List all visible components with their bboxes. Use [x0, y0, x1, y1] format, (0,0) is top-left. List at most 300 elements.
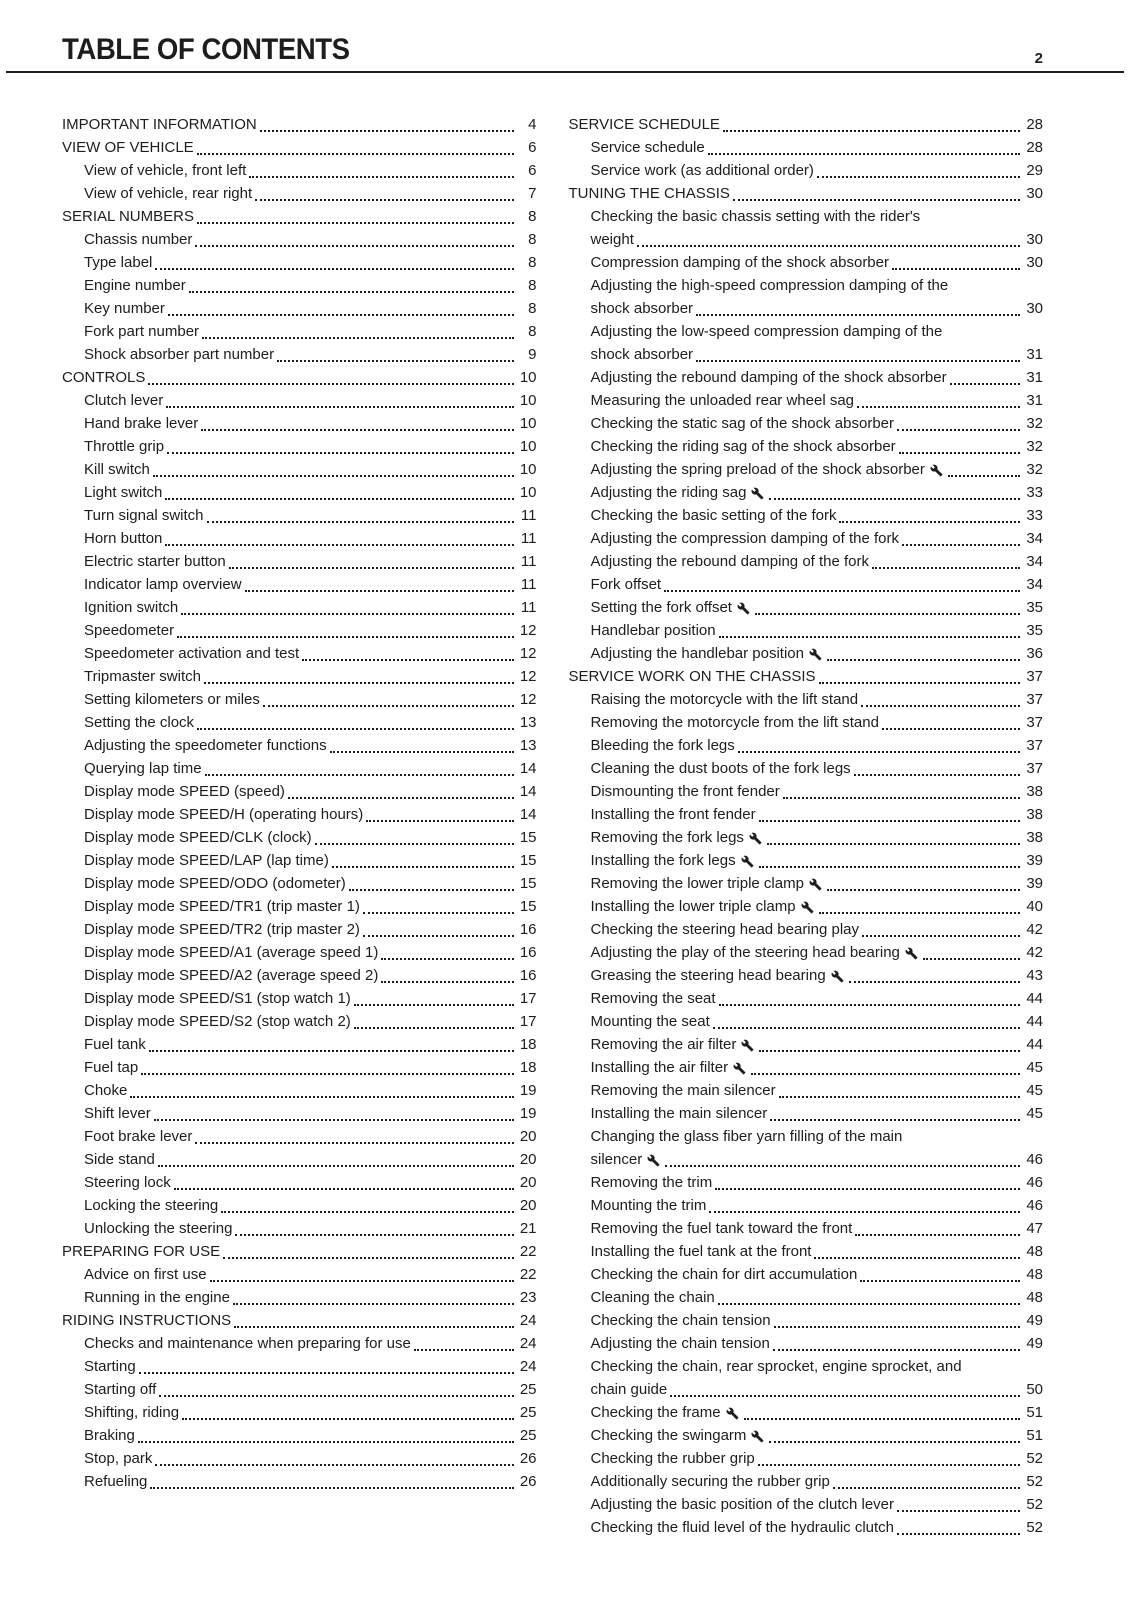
dotted-leader [141, 1073, 513, 1075]
toc-entry [62, 389, 537, 412]
dotted-leader [767, 843, 1020, 845]
toc-entry-page: 16 [519, 944, 537, 961]
toc-entry [62, 1194, 537, 1217]
toc-entry-label: Checking the steering head bearing play [590, 921, 860, 938]
dotted-leader [733, 199, 1020, 201]
toc-entry-page: 13 [519, 737, 537, 754]
toc-entry [569, 757, 1044, 780]
dotted-leader [155, 1464, 513, 1466]
toc-entry-page: 8 [528, 231, 537, 248]
toc-entry-page: 24 [519, 1358, 537, 1375]
toc-entry-page: 9 [528, 346, 537, 363]
toc-entry-row [591, 734, 1044, 757]
toc-entry-row [591, 1424, 1044, 1447]
toc-entry [62, 895, 537, 918]
dotted-leader [715, 1188, 1020, 1190]
toc-entry [62, 320, 537, 343]
dotted-leader [719, 636, 1020, 638]
toc-entry-label: Removing the motorcycle from the lift stand [590, 714, 879, 731]
toc-entry-label: VIEW OF VEHICLE [62, 139, 194, 156]
toc-entry [569, 826, 1044, 849]
dotted-leader [155, 268, 513, 270]
toc-entry-label: Unlocking the steering [84, 1220, 233, 1237]
dotted-leader [718, 1303, 1020, 1305]
toc-entry-page: 32 [1026, 461, 1043, 478]
toc-entry [62, 1378, 537, 1401]
toc-entry [62, 642, 537, 665]
toc-entry-row [591, 1056, 1044, 1079]
toc-entry [569, 1493, 1044, 1516]
toc-entry-label: Setting kilometers or miles [84, 691, 260, 708]
toc-entry-label: Light switch [84, 484, 163, 501]
toc-entry-page: 45 [1026, 1082, 1043, 1099]
toc-entry-row [84, 251, 537, 274]
toc-entry-page: 10 [519, 369, 537, 386]
dotted-leader [779, 1096, 1020, 1098]
toc-entry [569, 688, 1044, 711]
toc-entry-page: 24 [519, 1335, 537, 1352]
toc-entry-row [84, 504, 537, 527]
toc-entry-page: 11 [520, 553, 537, 570]
toc-entry-label: Fuel tank [84, 1036, 146, 1053]
dotted-leader [202, 337, 513, 339]
toc-entry-page: 14 [519, 783, 537, 800]
toc-entry-page: 33 [1026, 484, 1043, 501]
dotted-leader [817, 176, 1020, 178]
toc-entry-label: Adjusting the play of the steering head bearing [590, 944, 900, 961]
dotted-leader [249, 176, 513, 178]
toc-entry-page: 20 [519, 1128, 537, 1145]
toc-entry [62, 964, 537, 987]
dotted-leader [182, 1418, 513, 1420]
toc-entry-row [84, 711, 537, 734]
toc-entry-page: 48 [1026, 1243, 1043, 1260]
toc-entry-page: 33 [1026, 507, 1043, 524]
toc-entry [62, 1102, 537, 1125]
toc-entry-page: 17 [519, 1013, 537, 1030]
toc-entry-row [84, 1355, 537, 1378]
wrench-icon [751, 1430, 764, 1443]
toc-entry-label: Display mode SPEED (speed) [84, 783, 285, 800]
toc-entry-label: Display mode SPEED/A2 (average speed 2) [84, 967, 379, 984]
dotted-leader [738, 751, 1020, 753]
wrench-icon [809, 648, 822, 661]
dotted-leader [899, 452, 1020, 454]
toc-entry [62, 665, 537, 688]
toc-entry-page: 24 [519, 1312, 537, 1329]
toc-entry-label: Type label [84, 254, 153, 271]
toc-entry-page: 18 [519, 1059, 537, 1076]
dotted-leader [833, 1487, 1020, 1489]
toc-entry-label: Removing the seat [590, 990, 716, 1007]
toc-entry-row [84, 389, 537, 412]
dotted-leader [819, 682, 1021, 684]
toc-entry [62, 205, 537, 228]
dotted-leader [158, 1165, 514, 1167]
dotted-leader [897, 1533, 1020, 1535]
toc-entry-page: 35 [1026, 599, 1043, 616]
toc-entry-label: Measuring the unloaded rear wheel sag [590, 392, 855, 409]
toc-entry-row [591, 987, 1044, 1010]
toc-entry-row [84, 1010, 537, 1033]
dotted-leader [366, 820, 513, 822]
dotted-leader [167, 452, 513, 454]
dotted-leader [751, 1073, 1020, 1075]
dotted-leader [773, 1349, 1020, 1351]
toc-entry [62, 573, 537, 596]
toc-entry [569, 665, 1044, 688]
toc-entry [62, 596, 537, 619]
toc-entry [62, 1033, 537, 1056]
toc-entry-page: 10 [519, 415, 537, 432]
toc-entry-page: 44 [1026, 1013, 1043, 1030]
toc-entry-row [84, 688, 537, 711]
toc-entry-page: 19 [519, 1082, 537, 1099]
toc-entry-row [62, 1240, 537, 1263]
toc-entry-label: TUNING THE CHASSIS [568, 185, 730, 202]
toc-entry [62, 1125, 537, 1148]
toc-entry-label: chain guide [590, 1381, 668, 1398]
toc-entry-label: Throttle grip [84, 438, 165, 455]
toc-entry [62, 1217, 537, 1240]
dotted-leader [229, 567, 514, 569]
toc-entry [62, 435, 537, 458]
wrench-icon [801, 901, 814, 914]
toc-entry-label: Removing the fork legs [590, 829, 744, 846]
toc-entry-row [591, 642, 1044, 665]
toc-entry-row [84, 228, 537, 251]
toc-entry [569, 159, 1044, 182]
dotted-leader [839, 521, 1020, 523]
dotted-leader [354, 1004, 514, 1006]
toc-entry-page: 8 [528, 254, 537, 271]
toc-entry-page: 30 [1026, 300, 1043, 317]
toc-entry-row [84, 481, 537, 504]
toc-entry [62, 619, 537, 642]
toc-entry [62, 1010, 537, 1033]
toc-entry [569, 1286, 1044, 1309]
toc-entry-label: Indicator lamp overview [84, 576, 242, 593]
toc-entry-label: Steering lock [84, 1174, 171, 1191]
toc-entry-page: 29 [1026, 162, 1043, 179]
toc-entry [62, 918, 537, 941]
toc-entry-label: Engine number [84, 277, 186, 294]
toc-entry-page: 38 [1026, 829, 1043, 846]
toc-entry [569, 734, 1044, 757]
dotted-leader [872, 567, 1020, 569]
dotted-leader [174, 1188, 514, 1190]
toc-entry [569, 113, 1044, 136]
toc-entry [569, 320, 1044, 366]
toc-entry-row [591, 1401, 1044, 1424]
toc-entry [569, 573, 1044, 596]
toc-entry-page: 8 [528, 323, 537, 340]
toc-entry-row [84, 757, 537, 780]
toc-entry [569, 1010, 1044, 1033]
header-rule [6, 71, 1124, 73]
toc-entry [62, 757, 537, 780]
dotted-leader [696, 360, 1020, 362]
toc-entry-row [591, 1217, 1044, 1240]
dotted-leader [235, 1234, 513, 1236]
toc-entry [569, 458, 1044, 481]
toc-entry-page: 46 [1026, 1151, 1043, 1168]
toc-entry-label: Display mode SPEED/S1 (stop watch 1) [84, 990, 351, 1007]
toc-entry-label-line1: Checking the basic chassis setting with the rider's [590, 208, 921, 225]
wrench-icon [726, 1407, 739, 1420]
toc-entry-page: 14 [519, 806, 537, 823]
dotted-leader [263, 705, 514, 707]
dotted-leader [197, 728, 513, 730]
toc-entry [569, 642, 1044, 665]
toc-entry [569, 1125, 1044, 1171]
toc-entry-row [84, 849, 537, 872]
toc-entry [62, 1171, 537, 1194]
dotted-leader [149, 1050, 514, 1052]
toc-entry-page: 12 [519, 645, 537, 662]
toc-entry-label: Checking the static sag of the shock absorber [590, 415, 895, 432]
toc-entry-page: 32 [1026, 438, 1043, 455]
toc-entry-label: Adjusting the riding sag [590, 484, 747, 501]
dotted-leader [664, 590, 1020, 592]
toc-entry-label: Checking the swingarm [590, 1427, 747, 1444]
toc-entry-page: 47 [1026, 1220, 1043, 1237]
toc-entry [62, 688, 537, 711]
wrench-icon [737, 602, 750, 615]
dotted-leader [861, 705, 1020, 707]
toc-entry [569, 389, 1044, 412]
toc-entry-row [591, 872, 1044, 895]
toc-entry-page: 40 [1026, 898, 1043, 915]
toc-entry-row [591, 159, 1044, 182]
dotted-leader [755, 613, 1020, 615]
toc-entry-row [84, 1447, 537, 1470]
dotted-leader [139, 1372, 514, 1374]
toc-entry-row [591, 918, 1044, 941]
toc-entry-label: Greasing the steering head bearing [590, 967, 826, 984]
toc-entry-label: Hand brake lever [84, 415, 199, 432]
dotted-leader [138, 1441, 514, 1443]
toc-entry [62, 734, 537, 757]
dotted-leader [197, 222, 514, 224]
page-number: 2 [1034, 50, 1043, 67]
toc-entry-page: 38 [1026, 806, 1043, 823]
wrench-icon [647, 1154, 660, 1167]
dotted-leader [332, 866, 514, 868]
toc-entry-page: 31 [1026, 392, 1043, 409]
toc-entry [62, 1240, 537, 1263]
toc-entry-page: 12 [519, 622, 537, 639]
toc-entry [62, 1263, 537, 1286]
wrench-icon [930, 464, 943, 477]
toc-entry-row [84, 1033, 537, 1056]
toc-entry-label: RIDING INSTRUCTIONS [62, 1312, 232, 1329]
toc-entry-row [591, 941, 1044, 964]
toc-entry [62, 182, 537, 205]
toc-entry-page: 36 [1026, 645, 1043, 662]
toc-entry-page: 8 [528, 300, 537, 317]
toc-entry-row [84, 1194, 537, 1217]
toc-entry-page: 31 [1026, 346, 1043, 363]
toc-entry-row [591, 481, 1044, 504]
toc-entry-row [569, 665, 1044, 688]
toc-column-right [569, 113, 1044, 1539]
toc-entry-row [591, 251, 1044, 274]
toc-entry-label: Setting the clock [84, 714, 195, 731]
dotted-leader [233, 1303, 514, 1305]
toc-entry-row [84, 1286, 537, 1309]
toc-entry [569, 1263, 1044, 1286]
dotted-leader [769, 1441, 1020, 1443]
toc-entry-label: Display mode SPEED/TR2 (trip master 2) [84, 921, 360, 938]
toc-entry [62, 366, 537, 389]
toc-entry-row [84, 918, 537, 941]
toc-entry-label: PREPARING FOR USE [62, 1243, 221, 1260]
dotted-leader [897, 1510, 1020, 1512]
toc-entry-page: 48 [1026, 1266, 1043, 1283]
toc-entry [62, 113, 537, 136]
toc-entry [569, 1056, 1044, 1079]
toc-entry-label: Choke [84, 1082, 128, 1099]
toc-entry-row [591, 849, 1044, 872]
dotted-leader [709, 1211, 1020, 1213]
toc-entry [62, 1355, 537, 1378]
toc-entry-page: 51 [1026, 1404, 1043, 1421]
toc-entry-page: 38 [1026, 783, 1043, 800]
toc-entry-label: Locking the steering [84, 1197, 219, 1214]
toc-entry-row [591, 458, 1044, 481]
toc-entry-label: Turn signal switch [84, 507, 204, 524]
toc-entry-row [591, 1447, 1044, 1470]
dotted-leader [882, 728, 1020, 730]
toc-entry-row [591, 1033, 1044, 1056]
toc-entry [62, 1079, 537, 1102]
toc-entry [569, 481, 1044, 504]
toc-entry-row [591, 1378, 1044, 1401]
toc-entry [569, 527, 1044, 550]
wrench-icon [733, 1062, 746, 1075]
toc-entry-label: Installing the main silencer [590, 1105, 768, 1122]
dotted-leader [696, 314, 1020, 316]
toc-entry [569, 918, 1044, 941]
toc-entry-page: 26 [519, 1450, 537, 1467]
toc-entry [569, 182, 1044, 205]
toc-entry-row [591, 1493, 1044, 1516]
toc-entry [62, 527, 537, 550]
toc-entry [62, 159, 537, 182]
toc-entry-page: 15 [519, 875, 537, 892]
toc-entry-row [591, 895, 1044, 918]
toc-entry [62, 1401, 537, 1424]
toc-entry-page: 15 [519, 829, 537, 846]
toc-entry [62, 481, 537, 504]
toc-entry-page: 23 [519, 1289, 537, 1306]
toc-entry [569, 1217, 1044, 1240]
toc-entry [62, 780, 537, 803]
toc-entry-label: Shock absorber part number [84, 346, 275, 363]
toc-entry-label: Checking the chain for dirt accumulation [590, 1266, 858, 1283]
toc-entry-label: Querying lap time [84, 760, 202, 777]
toc-entry-page: 48 [1026, 1289, 1043, 1306]
toc-entry-page: 15 [519, 852, 537, 869]
toc-entry-page: 28 [1026, 139, 1043, 156]
toc-entry-page: 46 [1026, 1174, 1043, 1191]
dotted-leader [153, 475, 514, 477]
dotted-leader [719, 1004, 1020, 1006]
toc-entry-label: Removing the lower triple clamp [590, 875, 804, 892]
dotted-leader [165, 544, 513, 546]
toc-entry-label: SERVICE SCHEDULE [568, 116, 720, 133]
toc-entry-label: Adjusting the chain tension [590, 1335, 770, 1352]
toc-entry-row [84, 1401, 537, 1424]
toc-entry-label: Checking the basic setting of the fork [590, 507, 837, 524]
toc-entry-page: 37 [1026, 668, 1043, 685]
toc-entry-page: 15 [519, 898, 537, 915]
toc-entry-label: CONTROLS [62, 369, 146, 386]
toc-entry-row [84, 964, 537, 987]
toc-entry-row [591, 1079, 1044, 1102]
toc-entry-row [569, 182, 1044, 205]
toc-entry-page: 25 [519, 1381, 537, 1398]
toc-entry-label: View of vehicle, front left [84, 162, 247, 179]
dotted-leader [855, 1234, 1020, 1236]
toc-entry-label: View of vehicle, rear right [84, 185, 253, 202]
toc-entry-label: SERIAL NUMBERS [62, 208, 194, 225]
toc-entry-row [591, 1286, 1044, 1309]
toc-entry-row [84, 1332, 537, 1355]
dotted-leader [862, 935, 1020, 937]
toc-entry-row [591, 1332, 1044, 1355]
toc-entry [569, 1309, 1044, 1332]
dotted-leader [827, 889, 1020, 891]
dotted-leader [189, 291, 514, 293]
dotted-leader [302, 659, 513, 661]
wrench-icon [741, 855, 754, 868]
wrench-icon [905, 947, 918, 960]
toc-entry [569, 964, 1044, 987]
dotted-leader [381, 958, 513, 960]
toc-entry-label: shock absorber [590, 346, 694, 363]
toc-entry-row [591, 619, 1044, 642]
toc-entry-page: 39 [1026, 875, 1043, 892]
toc-entry-label: Mounting the trim [590, 1197, 707, 1214]
toc-entry-page: 26 [519, 1473, 537, 1490]
toc-entry-label: Speedometer activation and test [84, 645, 300, 662]
toc-entry-page: 11 [520, 530, 537, 547]
toc-entry-row [84, 596, 537, 619]
toc-entry [569, 987, 1044, 1010]
toc-entry [569, 711, 1044, 734]
dotted-leader [708, 153, 1020, 155]
toc-entry-row [84, 1263, 537, 1286]
toc-entry-page: 13 [519, 714, 537, 731]
dotted-leader [354, 1027, 514, 1029]
toc-entry-row [84, 458, 537, 481]
toc-entry-row [84, 1102, 537, 1125]
toc-entry-label: Checking the frame [590, 1404, 721, 1421]
dotted-leader [637, 245, 1020, 247]
toc-entry-label: SERVICE WORK ON THE CHASSIS [568, 668, 816, 685]
toc-entry-row [591, 596, 1044, 619]
toc-entry-row [62, 366, 537, 389]
toc-entry-page: 34 [1026, 576, 1043, 593]
toc-entry-row [84, 1125, 537, 1148]
toc-entry-row [84, 159, 537, 182]
toc-entry-page: 7 [528, 185, 537, 202]
toc-entry-row [84, 1470, 537, 1493]
toc-entry-page: 10 [519, 438, 537, 455]
toc-entry [62, 297, 537, 320]
